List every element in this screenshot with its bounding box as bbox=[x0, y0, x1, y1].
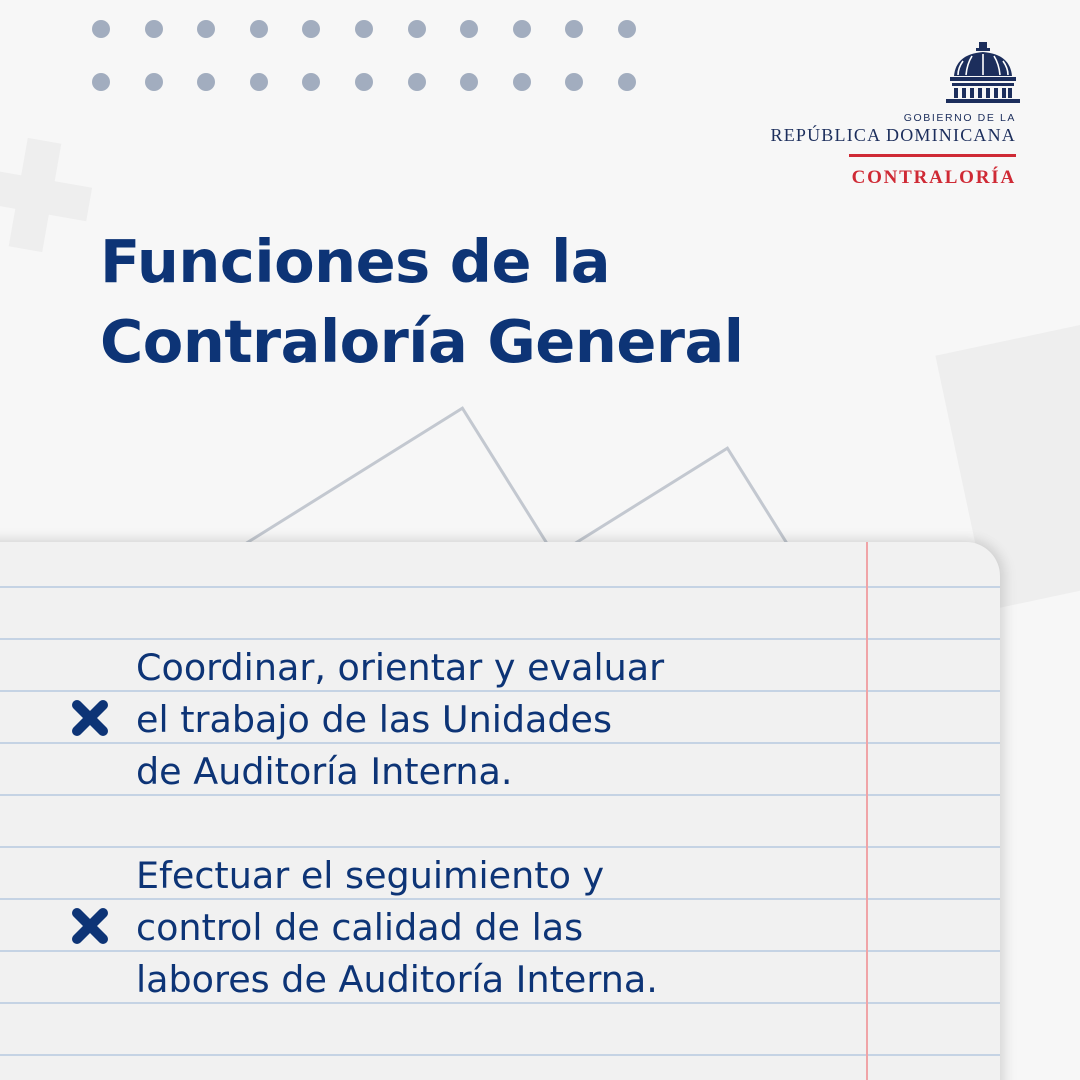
logo-divider bbox=[849, 154, 1016, 157]
function-item-line: Coordinar, orientar y evaluar bbox=[136, 646, 665, 689]
logo-line-1: GOBIERNO DE LA bbox=[903, 112, 1016, 124]
function-item-line: de Auditoría Interna. bbox=[136, 750, 513, 793]
function-item-line: labores de Auditoría Interna. bbox=[136, 958, 658, 1001]
logo-line-3: CONTRALORÍA bbox=[851, 167, 1016, 188]
government-logo bbox=[736, 42, 1016, 189]
ruled-line bbox=[0, 638, 1000, 640]
dome-icon bbox=[942, 42, 1024, 106]
x-mark-icon bbox=[70, 906, 110, 946]
function-item-line: el trabajo de las Unidades bbox=[136, 698, 613, 741]
function-item-line: Efectuar el seguimiento y bbox=[136, 854, 605, 897]
logo-line-2: REPÚBLICA DOMINICANA bbox=[770, 125, 1016, 145]
title-line-1: Funciones de la bbox=[100, 227, 611, 296]
function-item-line: control de calidad de las bbox=[136, 906, 584, 949]
background-plus-shape bbox=[0, 131, 99, 258]
ruled-line bbox=[0, 846, 1000, 848]
page-title bbox=[100, 222, 743, 382]
function-item bbox=[136, 850, 658, 1006]
ruled-line bbox=[0, 586, 1000, 588]
title-line-2: Contraloría General bbox=[100, 307, 744, 376]
x-mark-icon bbox=[70, 698, 110, 738]
margin-line bbox=[866, 542, 868, 1080]
decorative-dots bbox=[92, 20, 636, 91]
function-item bbox=[136, 642, 664, 798]
ruled-line bbox=[0, 1054, 1000, 1056]
